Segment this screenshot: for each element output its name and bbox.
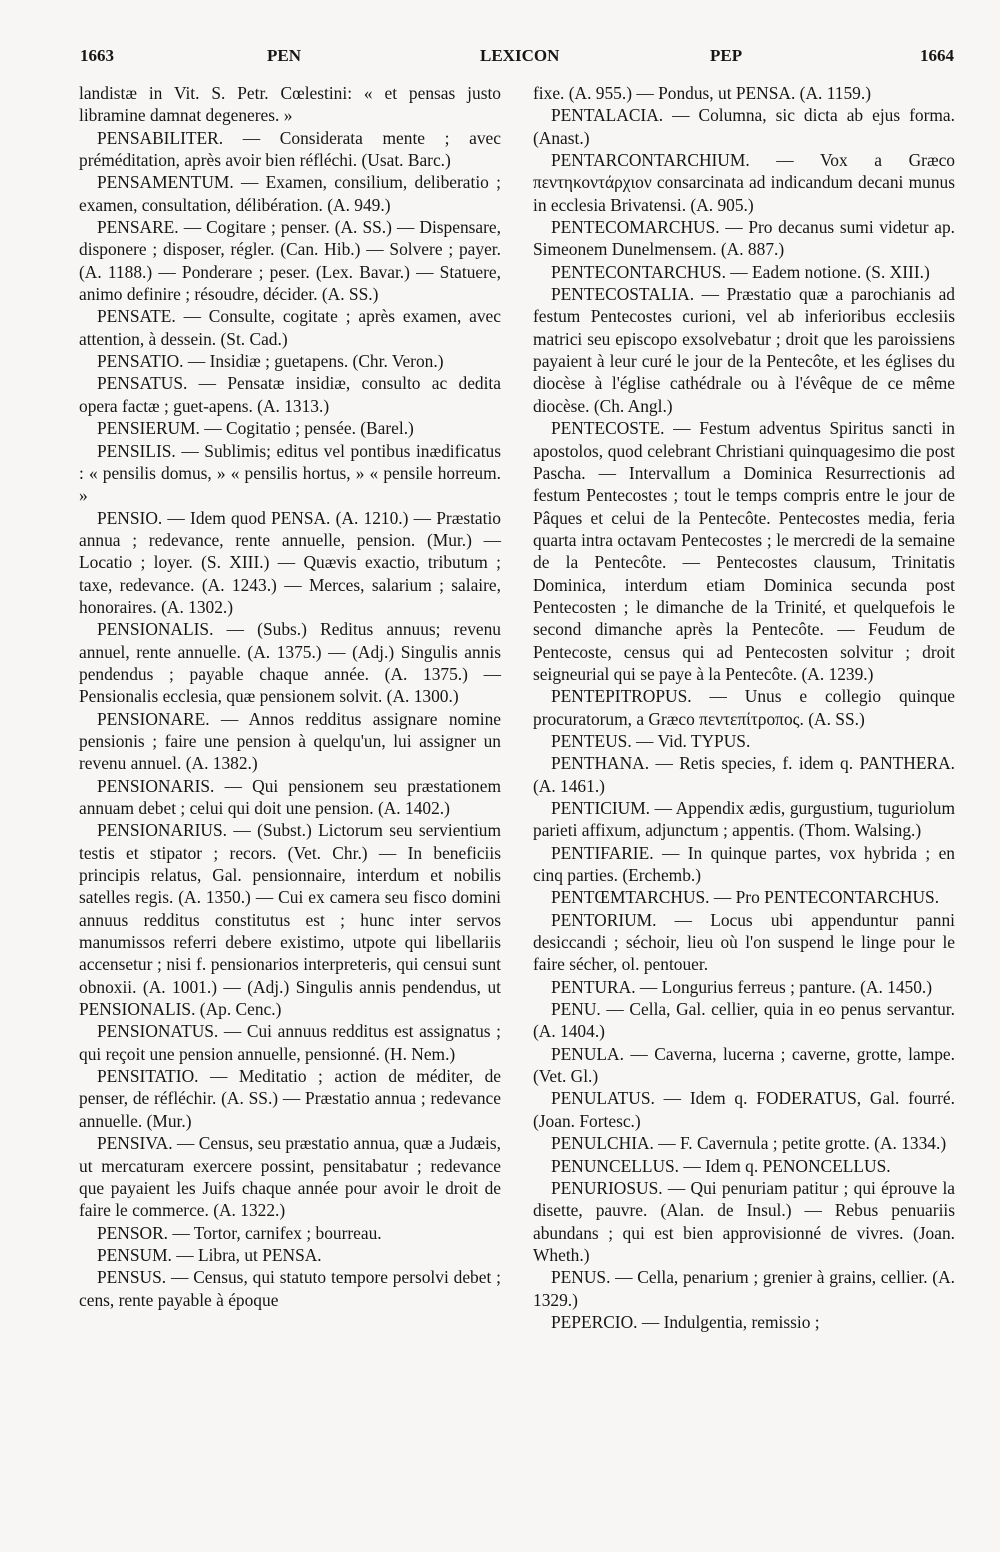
- dictionary-entry: PENURIOSUS. — Qui penuriam patitur ; qui éprouve la disette, pauvre. (Alan. de Insul.) — Rebus penuariis abundans ; qui est bien approvisionné de vivres. (Joan. Wheth.): [533, 1177, 955, 1265]
- dictionary-entry: PENSIERUM. — Cogitatio ; pensée. (Barel.): [97, 418, 414, 439]
- dictionary-entry: PENTEUS. — Vid. TYPUS.: [551, 730, 751, 751]
- dictionary-entry: PENSATUS. — Pensatæ insidiæ, consulto ac dedita opera factæ ; guet-apens. (A. 1313.): [79, 373, 501, 416]
- dictionary-entry: PENSAMENTUM. — Examen, consilium, deliberatio ; examen, consultation, délibération. (A. 949.): [79, 172, 501, 215]
- dictionary-entry: PENSILIS. — Sublimis; editus vel pontibus inædificatus : « pensilis domus, » « pensilis hortus, » « pensile horreum. »: [79, 440, 501, 506]
- dictionary-entry: PENTECOMARCHUS. — Pro decanus sumi videtur ap. Simeonem Dunelmensem. (A. 887.): [533, 217, 955, 260]
- dictionary-entry: PENTALACIA. — Columna, sic dicta ab ejus forma. (Anast.): [533, 105, 955, 148]
- dictionary-entry: fixe. (A. 955.) — Pondus, ut PENSA. (A. 1159.): [533, 83, 871, 103]
- dictionary-entry: PENSOR. — Tortor, carnifex ; bourreau.: [97, 1222, 382, 1243]
- right-column: [533, 82, 955, 1333]
- dictionary-entry: PENSATIO. — Insidiæ ; guetapens. (Chr. Veron.): [97, 351, 444, 372]
- guide-word-left: PEN: [267, 46, 301, 65]
- dictionary-entry: PENU. — Cella, Gal. cellier, quia in eo penus servantur. (A. 1404.): [533, 999, 955, 1042]
- dictionary-entry: landistæ in Vit. S. Petr. Cœlestini: « et pensas justo libramine damnat degeneres. »: [79, 83, 501, 126]
- dictionary-entry: PENTARCONTARCHIUM. — Vox a Græco πεντηκοντάρχιον consarcinata ad indicandum decani munus in ecclesia Brivatensi. (A. 905.): [533, 150, 955, 215]
- dictionary-entry: PENSARE. — Cogitare ; penser. (A. SS.) — Dispensare, disponere ; disposer, régler. (Can. Hib.) — Solvere ; payer. (A. 1188.) — Ponderare ; peser. (Lex. Bavar.) — Statuere, animo definire ; résoudre, décider. (A. SS.): [79, 217, 501, 305]
- dictionary-entry: PENSITATIO. — Meditatio ; action de méditer, de penser, de réfléchir. (A. SS.) — Præstatio annua ; redevance annuelle. (Mur.): [79, 1066, 501, 1131]
- dictionary-entry: PENTIFARIE. — In quinque partes, vox hybrida ; en cinq parties. (Erchemb.): [533, 842, 955, 886]
- left-column: [79, 82, 501, 1311]
- dictionary-entry: PENSIVA. — Census, seu præstatio annua, quæ a Judæis, ut mercaturam exercere possint, pensitabatur ; redevance que payaient les Juifs chaque année pour avoir le droit de faire le commerce. (A. 1322.): [79, 1133, 501, 1221]
- dictionary-entry: PENTICIUM. — Appendix ædis, gurgustium, tuguriolum parieti affixum, adjunctum ; appentis. (Thom. Walsing.): [533, 798, 955, 841]
- dictionary-entry: PENULCHIA. — F. Cavernula ; petite grotte. (A. 1334.): [551, 1133, 947, 1154]
- dictionary-entry: PENTECONTARCHUS. — Eadem notione. (S. XIII.): [551, 261, 930, 282]
- dictionary-entry: PENSIONALIS. — (Subs.) Reditus annuus; revenu annuel, rente annuelle. (A. 1375.) — (Adj.) Singulis annis pendendus ; payable chaque année. (A. 1375.) — Pensionalis ecclesia, quæ pensionem solvit. (A. 1300.): [79, 619, 501, 707]
- running-title: LEXICON: [480, 46, 560, 65]
- page-header: [80, 46, 954, 72]
- dictionary-entry: PENSUM. — Libra, ut PENSA.: [97, 1244, 322, 1265]
- dictionary-entry: PENTECOSTE. — Festum adventus Spiritus sancti in apostolos, quod celebrant Christiani quinquagesimo die post Pascha. — Intervallum a Dominica Resurrectionis ad festum Pentecostes ; tout le temps compris entre le jour de Pâques et celui de la Pentecôte. Pentecostes media, feria quarta intra octavam Pentecostes ; le mercredi de la semaine de la Pentecôte. — Pentecostes clausum, Trinitatis Dominica, interdum etiam Dominica secunda post Pentecosten ; le dimanche de la Trinité, et quelquefois le second dimanche après la Pentecôte. — Feudum de Pentecoste, census qui ad Pentecosten solvitur ; droit seigneurial qui se paye à la Pentecôte. (A. 1239.): [533, 418, 955, 684]
- dictionary-entry: PENSABILITER. — Considerata mente ; avec préméditation, après avoir bien réfléchi. (Usat. Barc.): [79, 127, 501, 171]
- dictionary-entry: PENTURA. — Longurius ferreus ; panture. (A. 1450.): [551, 976, 933, 997]
- page-number-left: 1663: [80, 46, 114, 65]
- dictionary-entry: PENTEPITROPUS. — Unus e collegio quinque procuratorum, a Græco πεντεπίτροπος. (A. SS.): [533, 686, 955, 729]
- guide-word-right: PEP: [710, 46, 743, 65]
- dictionary-entry: PENTŒMTARCHUS. — Pro PENTECONTARCHUS.: [551, 887, 940, 908]
- dictionary-entry: PENUS. — Cella, penarium ; grenier à grains, cellier. (A. 1329.): [533, 1267, 955, 1310]
- dictionary-entry: PENULATUS. — Idem q. FODERATUS, Gal. fourré. (Joan. Fortesc.): [533, 1088, 955, 1131]
- dictionary-entry: PENTORIUM. — Locus ubi appenduntur panni desiccandi ; séchoir, lieu où l'on suspend le linge pour le faire sécher, ol. pentouer.: [533, 909, 955, 975]
- dictionary-entry: PENSIONARIUS. — (Subst.) Lictorum seu servientium testis et stipator ; recors. (Vet. Chr.) — In beneficiis principis relatus, Gal. pensionnaire, interdum et nobilis satelles regis. (A. 1350.) — Cui ex camera seu fisco domini annuus redditus constitutus est ; hunc inter servos manumissos referri debere existimo, utpote qui libellariis accensetur ; nisi f. pensionarios interpreteris, qui censui sunt obnoxii. (A. 1001.) — (Adj.) Singulis annis pendendus, ut PENSIONALIS. (Ap. Cenc.): [79, 820, 501, 1020]
- dictionary-entry: PENSUS. — Census, qui statuto tempore persolvi debet ; cens, rente payable à époque: [79, 1267, 501, 1310]
- dictionary-entry: PENSATE. — Consulte, cogitate ; après examen, avec attention, à dessein. (St. Cad.): [79, 306, 501, 349]
- dictionary-entry: PENSIO. — Idem quod PENSA. (A. 1210.) — Præstatio annua ; redevance, rente annuelle, pension. (Mur.) — Locatio ; loyer. (S. XIII.) — Quævis exactio, tributum ; taxe, redevance. (A. 1243.) — Merces, salarium ; salaire, honoraires. (A. 1302.): [79, 507, 501, 617]
- dictionary-entry: PENTHANA. — Retis species, f. idem q. PANTHERA. (A. 1461.): [533, 753, 955, 796]
- dictionary-entry: PENSIONATUS. — Cui annuus redditus est assignatus ; qui reçoit une pension annuelle, pensionné. (H. Nem.): [79, 1021, 501, 1064]
- page-number-right: 1664: [920, 46, 954, 65]
- dictionary-entry: PENSIONARIS. — Qui pensionem seu præstationem annuam debet ; celui qui doit une pension. (A. 1402.): [79, 775, 501, 818]
- dictionary-entry: PENULA. — Caverna, lucerna ; caverne, grotte, lampe. (Vet. Gl.): [533, 1043, 955, 1087]
- dictionary-entry: PENSIONARE. — Annos redditus assignare nomine pensionis ; faire une pension à quelqu'un, lui assigner un revenu annuel. (A. 1382.): [79, 708, 501, 774]
- dictionary-entry: PENTECOSTALIA. — Præstatio quæ a parochianis ad festum Pentecostes curioni, vel ab inferioribus ecclesiis matrici seu episcopo exsolvebatur ; droit que les paroissiens payaient à leur curé le jour de la Pentecôte, et les églises du diocèse à l'église cathédrale ou à l'évêque de ce même diocèse. (Ch. Angl.): [533, 284, 955, 416]
- dictionary-entry: PENUNCELLUS. — Idem q. PENONCELLUS.: [551, 1155, 891, 1176]
- dictionary-entry: PEPERCIO. — Indulgentia, remissio ;: [551, 1311, 820, 1332]
